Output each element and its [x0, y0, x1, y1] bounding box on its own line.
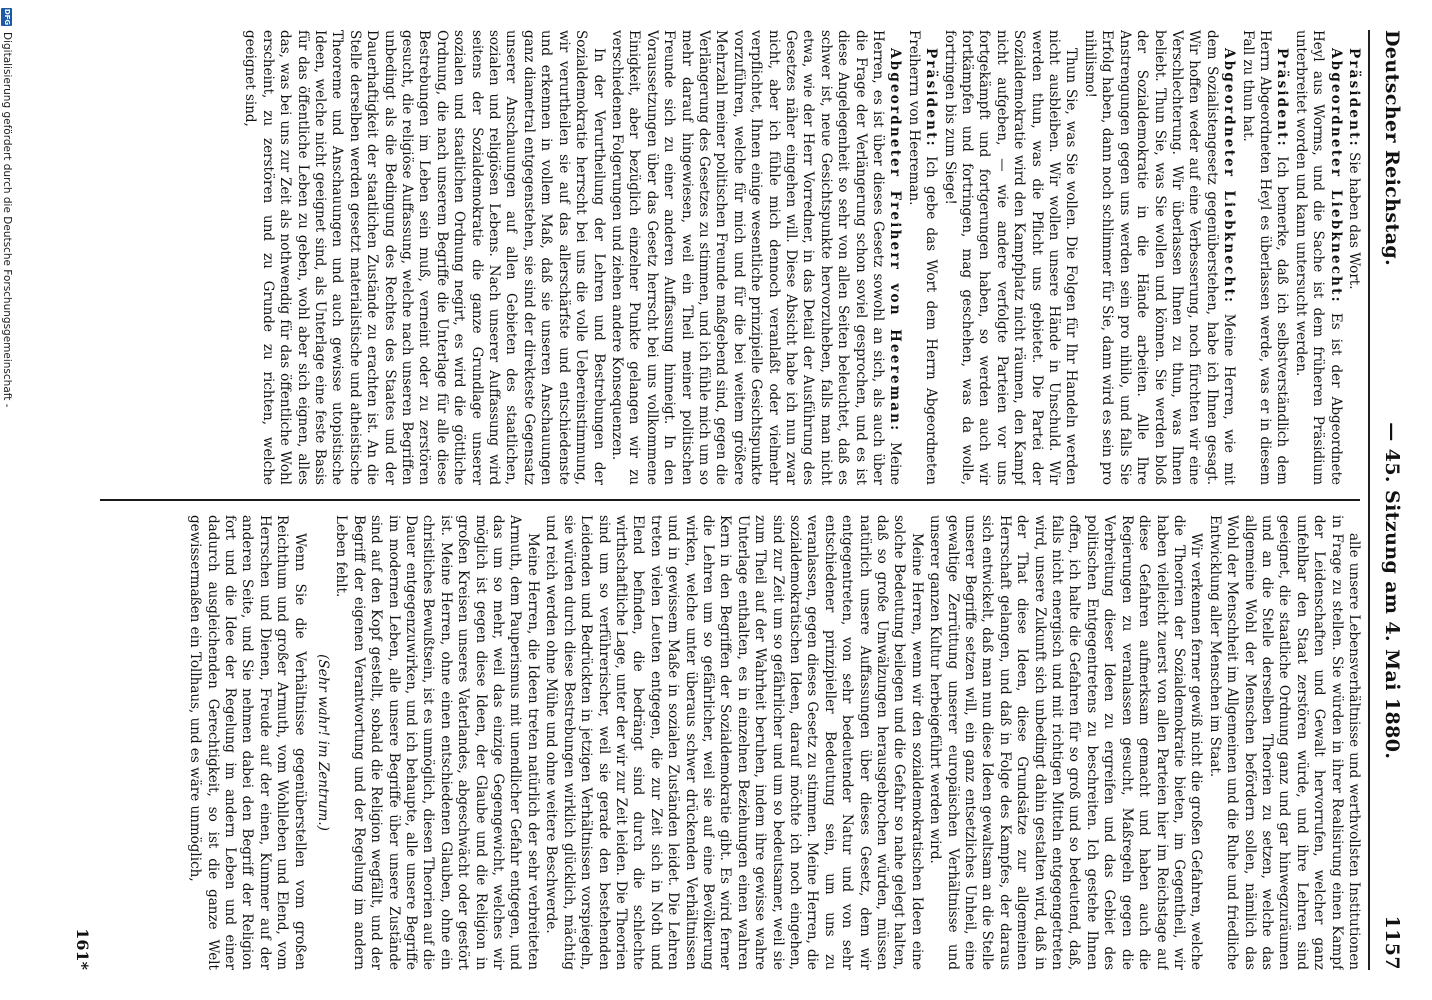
speaker-name: Präsident:: [923, 48, 940, 148]
paragraph: [1238, 30, 1290, 485]
paragraph: [241, 30, 607, 485]
paragraph: [1291, 30, 1343, 485]
paragraph: [542, 515, 925, 970]
running-header: [1368, 30, 1414, 970]
page-number: 1157: [1381, 915, 1403, 970]
paragraph-text: Sie haben das Wort.: [1346, 152, 1362, 290]
paragraph-text: Meine Herren, wenn wir den sozialdemokratischen Ideen eine solche Bedeutung beilegen und die Gefahr so nahe gelegt halten, daß so große Umwälzungen herausgebrochen würden, müssen natürlich unsere Auffassungen über dieses Gesetz, dem wir entgegentreten, von sehr bedeutender Natur und von sehr entschiedener prinzipieller Bedeutung sein, um uns zu veranlassen, gegen dieses Gesetz zu stimmen. Meine Herren, die sozialdemokratischen Ideen, darauf möchte ich noch eingehen, sind zur Zeit um so gefährlicher und um so bedeutsamer, weil sie zum Theil auf der Wahrheit beruhen, indem ihre gewisse wahre Unterlage enthalten, es in einzelnen Beziehungen einen wahren Kern in den Begriffen der Sozialdemokratie gibt. Es wird ferner die Lehren um so gefährlicher, weil sie auf eine Bevölkerung wirken, welche unter überaus schwer drückenden Verhältnissen und in gewissem Maße in sozialen Zuständen leidet. Die Lehren treten vielen Leuten entgegen, die zur Zeit sich in Noth und Elend befinden, die bedrängt sind durch die schlechte wirthschaftliche Lage, unter der wir zur Zeit leiden. Die Theorien sind um so verführerischer, weil sie gerade den bestehenden Leidenden und Bedrückten in jetzigen Verhältnissen vorspiegeln, sie würden durch diese Bestrebungen wirklich glücklich, mächtig und reich werden ohne Mühe und ohne weitere Beschwerde.: [543, 515, 925, 970]
paragraph: [1205, 515, 1362, 970]
paragraph-text: Es ist der Abgeordnete Heyl aus Worms, und die Sache ist dem früheren Präsidium unterbreitet worden und kann untersucht werden.: [1292, 30, 1344, 485]
column-left: [100, 30, 1362, 485]
paragraph-text: Ich bemerke, daß ich selbstverständlich dem Herrn Abgeordneten Heyl es überlassen werde, was er in diesem Fall zu thun hat.: [1239, 30, 1291, 485]
paragraph-text: Ich gebe das Wort dem Herrn Abgeordneten Freiherrn von Heereman.: [905, 30, 940, 485]
digitization-credit: [0, 0, 14, 1000]
speaker-name: Abgeordneter Liebknecht:: [1327, 48, 1344, 304]
paragraph-text: Wenn Sie die Verhältnisse gegenüberstellen vom großen Reichthum und großer Armuth, vom Wohlleben und Elend, vom Herrschen und Dienen, Freude auf der einen, Kummer auf der anderen Seite, und Sie nehmen dabei den Begriff der Religion fort und die Idee der Regelung im andern Leben und einer dadurch ausgleichenden Gerechtigkeit, so ist die ganze Welt gewissermaßen ein Tollhaus, und es wäre unmöglich,: [187, 515, 308, 970]
column-right: [100, 515, 1362, 970]
column-divider: [100, 499, 1360, 501]
paragraph-text: Thun Sie, was Sie wollen. Die Folgen für Ihr Handeln werden nicht ausbleiben. Wir wollen unsere Hände in Unschuld. Wir werden thun, was die Pflicht uns gebietet. Die Partei der Sozialdemokratie wird den Kampfplatz nicht räumen, den Kampf nicht aufgeben, — wie andere verfolgte Parteien vor uns fortgekämpft und fortgerungen haben, so werden auch wir fortkämpfen und fortringen, mag geschehen, was da wolle, fortringen bis zum Siege!: [941, 30, 1080, 485]
paragraph-text: (Sehr wahr! im Zentrum.): [315, 654, 332, 831]
paragraph: [1081, 30, 1238, 485]
speaker-name: Präsident:: [1274, 48, 1291, 148]
paragraph-text: In der Verurtheilung der Lehren und Bestrebungen der Sozialdemokratie herrscht bei uns die volle Uebereinstimmung, wir verurtheilen sie auf das allerschärfste und entschiedenste und erkennen in vollem Maß, daß sie unseren Anschauungen ganz diametral entgegenstehen, sie sind der direkteste Gegensatz unserer Anschauungen auf allen Gebieten des staatlichen, sozialen und religiösen Lebens. Nach unserer Auffassung wird seitens der Sozialdemokratie die ganze Grundlage unserer sozialen und staatlichen Ordnung negirt, es wird die göttliche Ordnung, die nach unserem Begriffe die Unterlage für alle diese Bestrebungen im Leben sein muß, verneint oder zu zerstören gesucht, die religiöse Auffassung, welche nach unseren Begriffen unbedingt als die Bedingung des Rechtes des Staates und der Dauerhaftigkeit der staatlichen Zustände zu erachten ist. An die Stelle derselben werden gesetzt materialistische und atheistische Theoreme und Anschauungen und auch gewisse utopistische Ideen, welche nicht geeignet sind, als Unterlage eine feste Basis für das öffentliche Leben zu geben, wohl aber sich eignen, alles das, was bei uns zur Zeit als nothwendig für das öffentliche Wohl erscheint, zu zerstören und zu Grunde zu richten, welche geeignet sind,: [242, 30, 607, 485]
digitization-text: Digitalisierung gefördert durch die Deutsche Forschungsgemeinschaft -: [1, 32, 13, 408]
paragraph-text: Meine Herren, es ist über dieses Gesetz sowohl an sich, als auch über die Frage der Verlängerung schon soviel gesprochen, und es ist diese Angelegenheit so sehr von allen Seiten beleuchtet, daß es schwer ist, neue Gesichtspunkte hervorzuheben, falls man nicht etwa, wie der Herr Vorredner, in das Detail der Ausführung des Gesetzes näher eingehen will. Diese Absicht habe ich nun zwar nicht, aber ich fühle mich dennoch veranlaßt oder vielmehr verpflichtet, Ihnen einige wesentliche prinzipielle Gesichtspunkte vorzuführen, welche für mich und für die bei weitem größere Mehrzahl meiner politischen Freunde maßgebend sind, gegen die Verlängerung des Gesetzes zu stimmen, und ich fühle mich um so mehr darauf hingewiesen, weil ein Theil meiner politischen Freunde sich zu einer anderen Auffassung hinneigt. In den Voraussetzungen über das Gesetz herrscht bei uns vollkommene Einigkeit, aber bezüglich einzelner Punkte gelangen wir zu verschiedenen Folgerungen und ziehen andere Konsequenzen.: [608, 30, 904, 485]
dfg-logo-icon: DFG: [3, 8, 12, 26]
speaker-name: Präsident:: [1346, 48, 1362, 148]
speaker-name: Abgeordneter Freiherr von Heereman:: [887, 48, 904, 433]
text-columns: [100, 30, 1362, 970]
paragraph-text: Meine Herren, wie mit dem Sozialistengesetz gegenüberstehen, habe ich Ihnen gesagt. Wir hoffen weder auf eine Verbesserung, noch fürchten wir eine Verschlechterung. Wir überlassen Ihnen zu thun, was Ihnen beliebt. Thun Sie, was Sie wollen und können. Sie werden bloß der Sozialdemokratie in die Hände arbeiten. Alle Ihre Anstrengungen gegen uns werden sein pro nihilo, und falls Sie Erfolg haben, dann noch schlimmer für Sie, dann wird es sein pro nihilismo!: [1081, 30, 1238, 485]
speaker-name: Abgeordneter Liebknecht:: [1221, 48, 1238, 305]
paragraph: [1345, 30, 1362, 485]
paragraph-text: Meine Herren, die Ideen treten natürlich der sehr verbreiteten Armuth, dem Pauperismus mit unendlicher Gefahr entgegen, und das um so mehr, weil das einzige Gegengewicht, welches wir möglich ist gegen diese Ideen, der Glaube und die Religion in großen Kreisen unseres Vaterlandes, abgeschwächt oder gestört ist. Meine Herren, ohne einen entschiedenen Glauben, ohne ein christliches Bewußtsein, ist es unmöglich, diesen Theorien auf die Dauer entgegenzuwirken, und ich behaupte, alle unsere Begriffe im modernen Leben, alle unsere Begriffe über unsere Zustände sind auf den Kopf gestellt, sobald die Religion wegfällt, und der Begriff der eigenen Verantwortung und der Regelung im andern Leben fehlt.: [333, 515, 541, 970]
paragraph: [926, 515, 1205, 970]
paragraph: [940, 30, 1079, 485]
paragraph: [314, 515, 331, 970]
header-session: — 45. Sitzung am 4. Mai 1880.: [1381, 422, 1403, 760]
paragraph: [904, 30, 939, 485]
paragraph-text: alle unsere Lebensverhältnisse und werthvollsten Institutionen in Frage zu stellen. Sie würden in ihrer Realisirung einen Kampf der Leidenschaften und Gewalt hervorrufen, welcher ganz unfehlbar den Staat zerstören würde, und ihre Lehren sind geeignet, die staatliche Ordnung ganz und gar hinwegzuräumen und an die Stelle derselben Theorien zu setzen, welche das allgemeine Wohl der Menschen befördern sollen, nämlich das Wohl der Menschheit im Allgemeinen und die Ruhe und friedliche Entwicklung aller Menschen im Staat.: [1206, 515, 1362, 970]
signature-mark: 161*: [73, 928, 92, 970]
paragraph-text: Wir verkennen ferner gewiß nicht die großen Gefahren, welche die Theorien der Sozialdemokratie bieten, im Gegentheil, wir haben vielleicht zuerst von allen Parteien hier im Reichstage auf diese Gefahren aufmerksam gemacht und haben auch die Regierungen zu veranlassen gesucht, Maßregeln gegen die Verbreitung dieser Ideen zu ergreifen und das Gebiet des politischen Entgegentretens zu beschreiten. Ich gestehe Ihnen offen, ich halte die Gefahren für so groß und so bedeutend, daß, falls nicht energisch und mit richtigen Mitteln entgegengetreten wird, unsere Zukunft sich unbedingt dahin gestalten wird, daß in der That diese Ideen, diese Grundsätze zur allgemeinen Herrschaft gelangen, und daß in Folge des Kampfes, der daraus sich entwickelt, daß man nun diese Ideen gewaltsam an die Stelle unserer Begriffe setzen will, ein ganz entsetzliches Unheil, eine gewaltige Zerrüttung unserer europäischen Verhältnisse und unserer ganzen Kultur herbeigeführt werden wird.: [927, 515, 1205, 970]
paragraph: [186, 515, 308, 970]
paragraph: [332, 515, 541, 970]
paragraph: [608, 30, 904, 485]
header-title: Deutscher Reichstag.: [1381, 30, 1403, 267]
